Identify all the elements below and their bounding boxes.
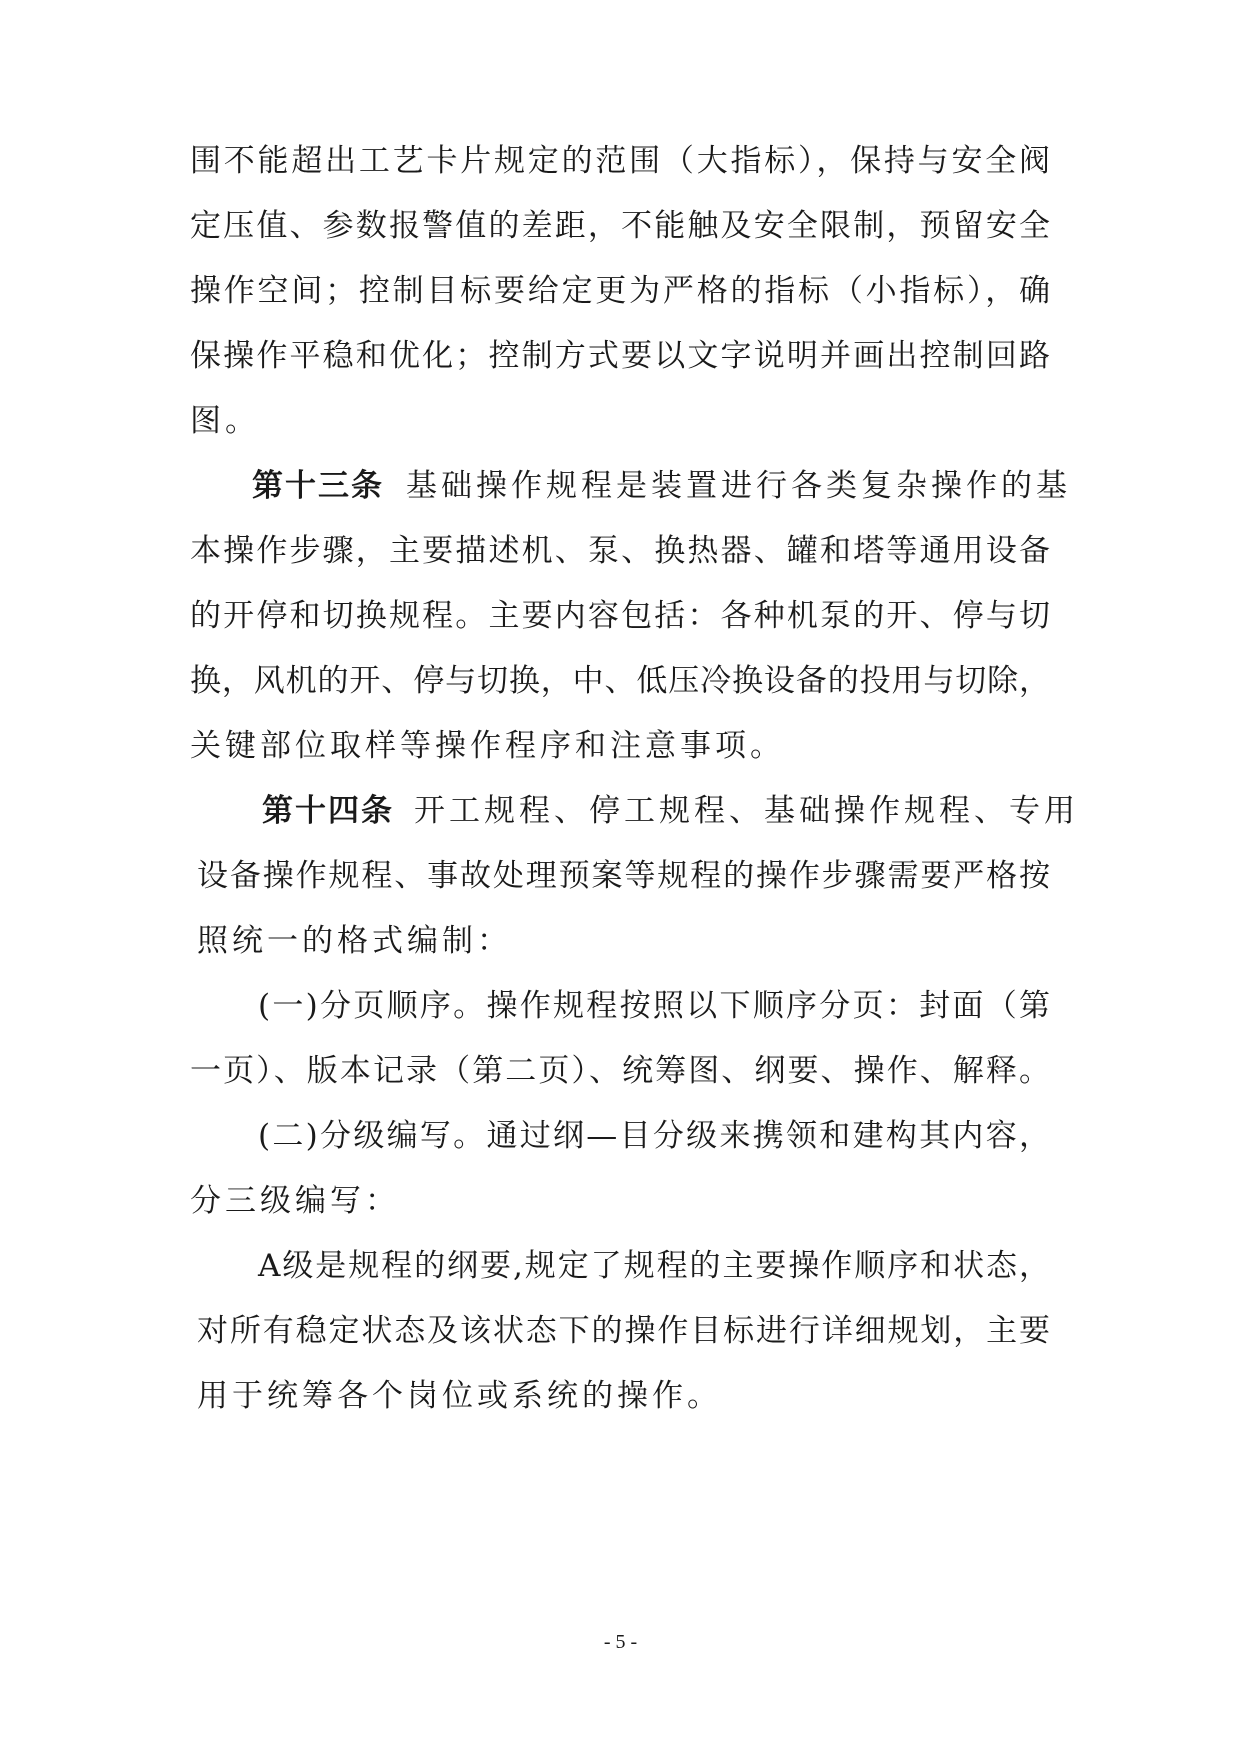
paragraph-line: 定压值、参数报警值的差距，不能触及安全限制，预留安全 bbox=[190, 208, 1050, 244]
article-13-first-line bbox=[252, 460, 1071, 512]
paragraph-line: 操作空间；控制目标要给定更为严格的指标（小指标），确 bbox=[190, 273, 1050, 309]
article-14-text: 开工规程、停工规程、基础操作规程、专用 bbox=[414, 793, 1079, 829]
paragraph-line: 关键部位取样等操作程序和注意事项。 bbox=[190, 728, 785, 764]
paragraph-line: 设备操作规程、事故处理预案等规程的操作步骤需要严格按 bbox=[197, 858, 1050, 894]
article-13-text: 基础操作规程是装置进行各类复杂操作的基 bbox=[406, 468, 1071, 504]
paragraph-line: 换，风机的开、停与切换，中、低压冷换设备的投用与切除， bbox=[190, 663, 1050, 699]
paragraph-line: 分三级编写： bbox=[190, 1183, 400, 1219]
article-13-heading: 第十三条 bbox=[252, 468, 384, 504]
paragraph-line: 照统一的格式编制： bbox=[197, 923, 512, 959]
paragraph-line: 图。 bbox=[190, 403, 260, 439]
item-2-first-line: (二)分级编写。通过纲—目分级来携领和建构其内容， bbox=[258, 1118, 1050, 1154]
paragraph-line: 保操作平稳和优化；控制方式要以文字说明并画出控制回路 bbox=[190, 338, 1050, 374]
page-number: - 5 - bbox=[603, 1631, 638, 1653]
article-14-heading: 第十四条 bbox=[262, 793, 394, 829]
paragraph-line: 对所有稳定状态及该状态下的操作目标进行详细规划，主要 bbox=[197, 1313, 1050, 1349]
article-14-first-line bbox=[262, 785, 1079, 837]
paragraph-line: 的开停和切换规程。主要内容包括：各种机泵的开、停与切 bbox=[190, 598, 1050, 634]
item-1-first-line: (一)分页顺序。操作规程按照以下顺序分页：封面（第 bbox=[258, 988, 1050, 1024]
paragraph-line: 用于统筹各个岗位或系统的操作。 bbox=[197, 1378, 722, 1414]
level-a-first-line: A级是规程的纲要,规定了规程的主要操作顺序和状态， bbox=[258, 1248, 1050, 1284]
paragraph-line: 本操作步骤，主要描述机、泵、换热器、罐和塔等通用设备 bbox=[190, 533, 1050, 569]
paragraph-line: 一页）、版本记录（第二页）、统筹图、纲要、操作、解释。 bbox=[190, 1053, 1050, 1089]
paragraph-line: 围不能超出工艺卡片规定的范围（大指标），保持与安全阀 bbox=[190, 143, 1050, 179]
